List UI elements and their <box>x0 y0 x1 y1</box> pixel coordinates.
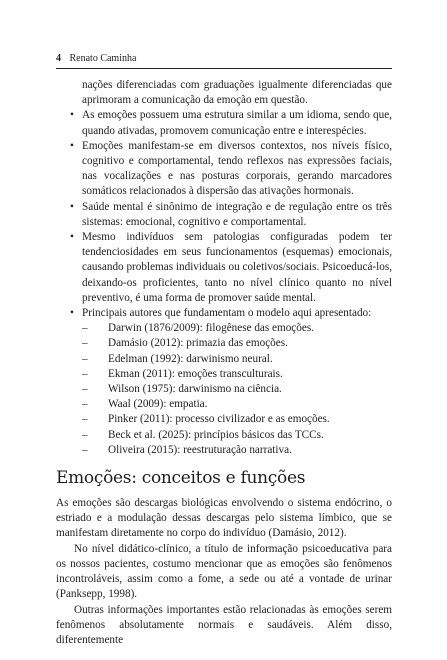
author-item: – Waal (2009): empatia. <box>82 397 392 412</box>
bullet-item-authors <box>56 306 392 458</box>
bullet-item: • As emoções possuem uma estrutura similar a um idioma, sendo que, quando ativadas, promovem comunicação entre e interespécies. <box>56 108 392 138</box>
author-item: – Darwin (1876/2009): filogênese das emoções. <box>82 321 392 336</box>
bullet-item: • Emoções manifestam-se em diversos contextos, nos níveis físico, cognitivo e comportamental, tendo reflexos nas expressões faciais, nas vocalizações e nas posturas corporais, gerando marcadores somáticos relacionados à dispersão das ativações hormonais. <box>56 139 392 200</box>
author-item: – Oliveira (2015): reestruturação narrativa. <box>82 443 392 458</box>
page-body <box>56 78 392 648</box>
author-item: – Ekman (2011): emoções transculturais. <box>82 367 392 382</box>
authors-list <box>82 321 392 458</box>
author-item: – Wilson (1975): darwinismo na ciência. <box>82 382 392 397</box>
author-item: – Edelman (1992): darwinismo neural. <box>82 352 392 367</box>
page-number: 4 <box>56 53 61 64</box>
bullet-item-authors-text: Principais autores que fundamentam o modelo aqui apresentado: <box>82 307 372 320</box>
section-heading: Emoções: conceitos e funções <box>56 468 306 489</box>
bullet-item: • Saúde mental é sinônimo de integração e de regulação entre os três sistemas: emocional, cognitivo e comportamental. <box>56 200 392 230</box>
bullet-list <box>56 108 392 458</box>
body-paragraph: As emoções são descargas biológicas envolvendo o sistema endócrino, o estriado e a modulação dessas descargas pelo sistema límbico, que se manifestam diretamente no corpo do indivíduo (Damásio, 2012). <box>56 497 392 540</box>
bullet-item: • Mesmo indivíduos sem patologias configuradas podem ter tendenciosidades em seus funcionamentos (esquemas) emocionais, causando problemas individuais ou coletivos/sociais. Psicoeducá-los, deixando-os proficientes, tanto no nível clínico quanto no nível preventivo, é uma forma de promover saúde mental. <box>56 230 392 306</box>
continuation-text: nações diferenciadas com graduações igualmente diferenciadas que aprimoram a comunicação da emoção em questão. <box>82 79 392 107</box>
running-head <box>56 53 392 69</box>
body-paragraph: No nível didático-clínico, a título de informação psicoeducativa para os nossos pacientes, costumo mencionar que as emoções são fenômenos incontroláveis, assim como a fome, a sede ou até a vontade de urinar (Panksepp, 1998). <box>56 542 392 601</box>
body-paragraph: Outras informações importantes estão relacionadas às emoções serem fenômenos absolutamente normais e saudáveis. Além disso, diferentemente <box>56 603 392 646</box>
running-head-author: Renato Caminha <box>69 53 137 64</box>
author-item: – Damásio (2012): primazia das emoções. <box>82 336 392 351</box>
author-item: – Pinker (2011): processo civilizador e as emoções. <box>82 412 392 427</box>
author-item: – Beck et al. (2025): princípios básicos das TCCs. <box>82 428 392 443</box>
